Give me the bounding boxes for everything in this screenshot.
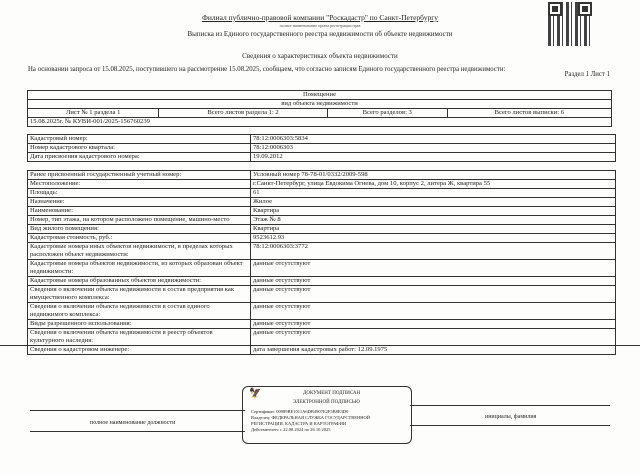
row-value: 19.09.2012 — [251, 153, 616, 162]
document-title: Выписка из Единого государственного реестра недвижимости об объекте недвижимости — [187, 30, 453, 38]
stamp-owner: РЕГИСТРАЦИИ, КАДАСТРА И КАРТОГРАФИИ — [251, 421, 347, 426]
object-type-caption: вид объекта недвижимости — [28, 100, 612, 109]
table-row — [28, 329, 616, 346]
section-sheet: Раздел 1 Лист 1 — [564, 71, 610, 78]
row-label: Площадь: — [28, 189, 251, 198]
row-label: Вид жилого помещения: — [28, 225, 251, 234]
cadastral-table — [27, 134, 616, 162]
table-row — [28, 277, 616, 286]
table-row — [28, 207, 616, 216]
stamp-validity: Действителен: с 22.08.2024 по 26.10.2025 — [251, 427, 331, 432]
row-label: Сведения о включении объекта недвижимости в реестр объектов культурного наследия: — [28, 329, 251, 346]
row-label: Сведения о кадастровом инженере: — [28, 346, 251, 355]
row-label: Кадастровая стоимость, руб.: — [28, 234, 251, 243]
row-value: данные отсутствуют — [251, 277, 616, 286]
qr-code — [548, 2, 592, 46]
stamp-owner: Владелец: ФЕДЕРАЛЬНАЯ СЛУЖБА ГОСУДАРСТВЕННОЙ — [251, 415, 371, 420]
row-value: Условный номер 78-78-01/0332/2009-598 — [251, 171, 616, 180]
row-value: данные отсутствуют — [251, 286, 616, 303]
table-row — [28, 260, 616, 277]
stamp-certificate: Сертификат: 00989BE1011A6DB4907E2F5B8E3D0 — [251, 409, 349, 414]
row-value: 78:12:0006303 — [251, 144, 616, 153]
sheets-in-section: Всего листов раздела 1: 2 — [159, 109, 328, 118]
row-value: 9523612.93 — [251, 234, 616, 243]
name-caption: инициалы, фамилия — [485, 414, 537, 420]
table-row — [28, 144, 616, 153]
row-label: Назначение: — [28, 198, 251, 207]
row-label: Номер кадастрового квартала: — [28, 144, 251, 153]
table-row — [28, 243, 616, 260]
sections-count: Всего разделов: 3 — [327, 109, 447, 118]
row-value: данные отсутствуют — [251, 260, 616, 277]
row-label: Номер, тип этажа, на котором расположено помещение, машино-место — [28, 216, 251, 225]
position-caption: полное наименование должности — [90, 420, 176, 426]
row-label: Кадастровые номера образованных объектов недвижимости: — [28, 277, 251, 286]
stamp-line: ДОКУМЕНТ ПОДПИСАН — [303, 391, 361, 396]
table-row — [28, 286, 616, 303]
row-label: Сведения о включении объекта недвижимости в состав предприятия как имущественного комплекса: — [28, 286, 251, 303]
sheets-total: Всего листов выписки: 6 — [447, 109, 611, 118]
row-value: данные отсутствуют — [251, 329, 616, 346]
table-row — [28, 303, 616, 320]
stamp-line: ЭЛЕКТРОННОЙ ПОДПИСЬЮ — [293, 400, 360, 405]
row-label: Ранее присвоенный государственный учетный номер: — [28, 171, 251, 180]
characteristics-table — [27, 170, 616, 355]
table-row — [28, 189, 616, 198]
row-value: данные отсутствуют — [251, 320, 616, 329]
request-text: На основании запроса от 15.08.2025, поступившего на рассмотрение 15.08.2025, сообщаем, что согласно записям Единого государственного реестра недвижимости: — [28, 66, 506, 73]
table-row — [28, 320, 616, 329]
row-value: 61 — [251, 189, 616, 198]
object-header-table — [27, 90, 612, 127]
row-value: данные отсутствуют — [251, 303, 616, 320]
table-row — [28, 216, 616, 225]
row-value: 78:12:0006303:3772 — [251, 243, 616, 260]
row-value: Этаж № 8 — [251, 216, 616, 225]
emblem-icon: 🦅 — [249, 388, 262, 399]
object-type: Помещение — [28, 91, 612, 100]
row-label: Сведения о включении объекта недвижимости в состав единого недвижимого комплекса: — [28, 303, 251, 320]
doc-number: 15.08.2025г. № КУВИ-001/2025-156760239 — [28, 118, 612, 127]
row-value: Квартира — [251, 207, 616, 216]
table-row — [28, 171, 616, 180]
table-row — [28, 153, 616, 162]
table-row — [28, 135, 616, 144]
row-label: Кадастровые номера объектов недвижимости, из которых образован объект недвижимости: — [28, 260, 251, 277]
table-row — [28, 346, 616, 355]
row-value: Жилое — [251, 198, 616, 207]
row-value: дата завершения кадастровых работ: 12.09.1975 — [251, 346, 616, 355]
table-row — [28, 198, 616, 207]
document-subtitle: Сведения о характеристиках объекта недвижимости — [242, 52, 398, 60]
row-value: Квартира — [251, 225, 616, 234]
row-label: Виды разрешенного использования: — [28, 320, 251, 329]
table-row — [28, 225, 616, 234]
sheet-number: Лист № 1 раздела 1 — [28, 109, 159, 118]
table-row — [28, 234, 616, 243]
row-label: Кадастровые номера иных объектов недвижимости, в пределах которых расположен объект недвижимости: — [28, 243, 251, 260]
row-label: Кадастровый номер: — [28, 135, 251, 144]
electronic-signature-stamp — [242, 386, 412, 444]
org-caption: полное наименование органа регистрации прав — [279, 23, 361, 28]
org-name: Филиал публично-правовой компании "Роскадастр" по Санкт-Петербургу — [201, 13, 439, 22]
row-label: Дата присвоения кадастрового номера: — [28, 153, 251, 162]
row-label: Местоположение: — [28, 180, 251, 189]
row-label: Наименование: — [28, 207, 251, 216]
row-value: г.Санкт-Петербург, улица Евдокима Огнева, дом 10, корпус 2, литера Ж, квартира 55 — [251, 180, 616, 189]
table-row — [28, 180, 616, 189]
row-value: 78:12:0006303:5834 — [251, 135, 616, 144]
